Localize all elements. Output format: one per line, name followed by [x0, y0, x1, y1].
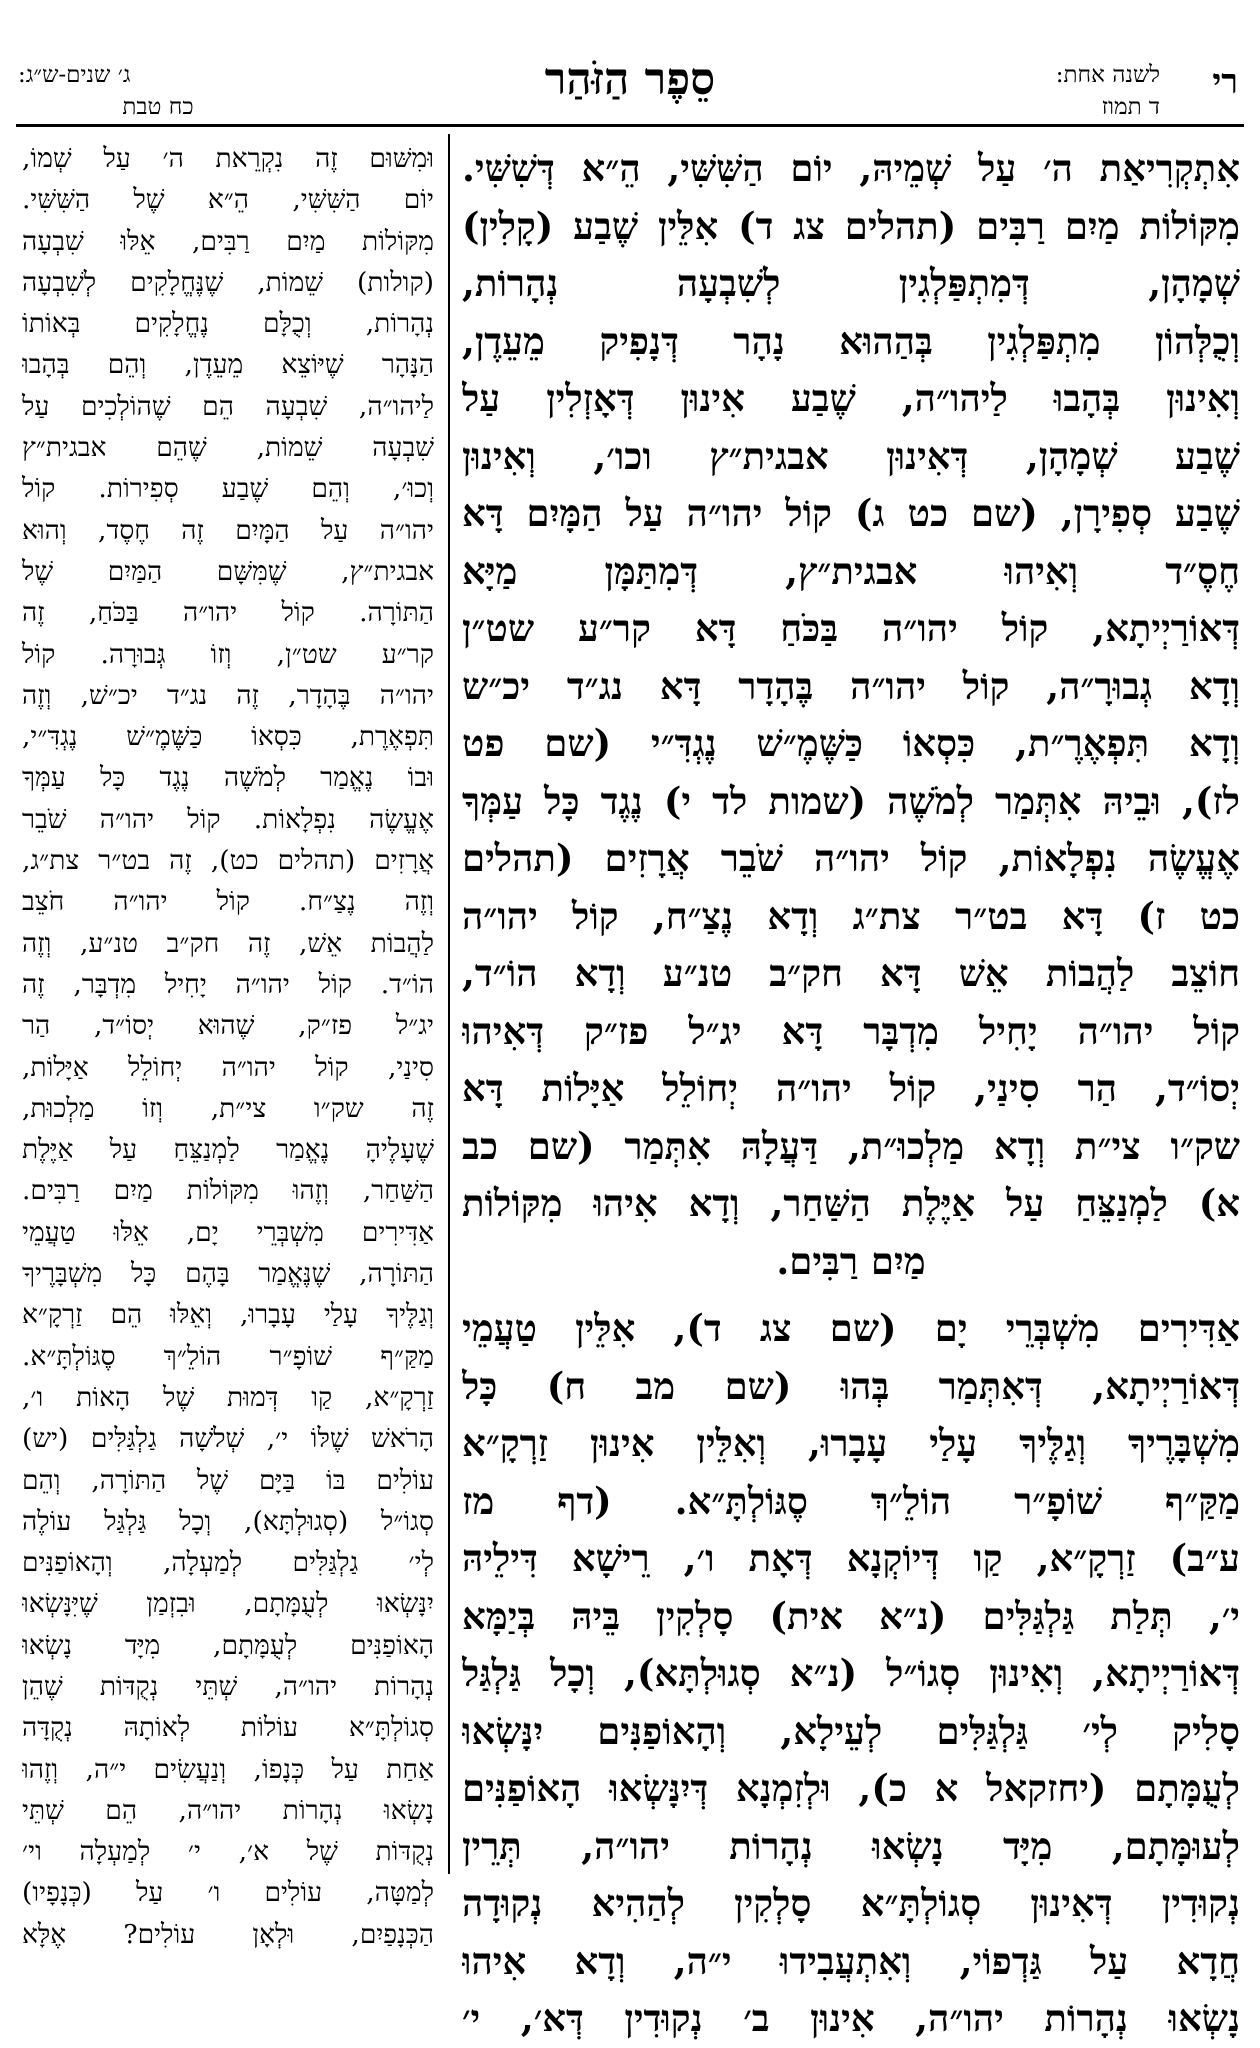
main-line: שֶׁבַע שְׁמָהָן, דְּאִינוּן אבגית״ץ וכו׳, וְאִינוּן	[462, 433, 1240, 478]
side-line: הַשַּׁחַר, וְזֶהוּ מִקּוֹלוֹת מַיִם רַבִּים.	[22, 1175, 434, 1207]
study-date-one-year: ד תמוז	[1101, 94, 1160, 120]
study-date-three-years: כח טבת	[122, 94, 194, 120]
main-line: קוֹל יהו״ה יָחִיל מִדְבָּר דָּא יג״ל פז״ק דְּאִיהוּ	[462, 1008, 1240, 1053]
main-line: לְעֻמָּתָם (יחזקאל א כ), וּלְזִמְנָא דְּיִנָּשְׂאוּ הָאוֹפַנִּים	[462, 1766, 1240, 1810]
side-line: וְגַלֶּיךָ עָלַי עָבָרוּ, וְאֵלּוּ הֵם זַרְקָ״א	[22, 1299, 434, 1331]
main-line: סָלִיק לְי׳ גַּלְגַּלִּים לְעֵילָא, וְהָאוֹפַנִּים יִנָּשְׂאוּ	[462, 1708, 1240, 1753]
side-line: תִּפְאֶרֶת, כִּסְאוֹ כַּשֶּׁמֶ״שׁ נֶגְדִּ״י,	[22, 721, 434, 753]
side-line: נְהָרוֹת, וְכֻלָּם נֶחֱלָקִים בְּאוֹתוֹ	[22, 308, 434, 340]
main-line: אַדִּירִים מִשְׁבְּרֵי יָם (שם צג ד), אִלֵּין טַעֲמֵי	[462, 1306, 1240, 1350]
side-line: לְמַטָּה, עוֹלִים ו׳ עַל (כְּנָפָיו)	[22, 1877, 434, 1909]
main-line: חֶסֶ״ד וְאִיהוּ אבגית״ץ, דְּמִתַּמָּן מַיָּא	[462, 548, 1240, 593]
main-line: אִתְקְרִיאַת ה׳ עַל שְׁמֵיהּ, יוֹם הַשִּׁשִּׁי, הֵ״א דְּשִׁשִּׁי.	[462, 146, 1240, 190]
main-line: שק״ו צי״ת וְדָא מַלְכוּ״ת, דַּעֲלָהּ אִתְּמַר (שם כב	[462, 1123, 1240, 1168]
page-number: רי	[1212, 62, 1238, 102]
main-line: י׳, תְּלַת גַּלְגַּלִּים (נ״א אית) סָלְקִין בֵּיהּ בְּיַמָּא	[462, 1593, 1240, 1638]
side-line: יג״ל פז״ק, שֶׁהוּא יְסוֹ״ד, הַר	[22, 1010, 434, 1042]
main-line: ע״ב) זַרְקָ״א, קַו דְּיוֹקְנָא דְּאָת ו׳, רֵישָׁא דִּילֵיהּ	[462, 1536, 1240, 1580]
side-line: הַנָּהָר שֶׁיּוֹצֵא מֵעֵדֶן, וְהֵם בְּהָבוּ	[22, 349, 434, 381]
main-line: וְכֻלְּהוֹן מִתְפַּלְגִין בְּהַהוּא נָהָר דְּנָפִיק מֵעֵדֶן,	[462, 318, 1240, 363]
main-line: מִשְׁבָּרֶיךָ וְגַלֶּיךָ עָלַי עָבָרוּ, וְאִלֵּין אִינוּן זַרְקָ״א	[462, 1421, 1240, 1465]
main-line: דְּאוֹרַיְיתָא, דְּאִתְּמַר בְּהוּ (שם מב ח) כָּל	[462, 1363, 1240, 1408]
side-line: וְכוּ׳, וְהֵם שֶׁבַע סְפִירוֹת. קוֹל	[22, 473, 434, 505]
side-line: זַרְקָ״א, קַו דְּמוּת שֶׁל הָאוֹת ו׳,	[22, 1381, 434, 1413]
study-schedule-three-years: ג׳ שנים-ש״ג:	[18, 62, 131, 88]
side-line: הָרֹאשׁ שֶׁלּוֹ י׳, שְׁלֹשָׁה גַלְגַּלִּים (יש)	[22, 1423, 434, 1455]
main-line: מִקּוֹלוֹת מַיִם רַבִּים (תהלים צג ד) אִלֵּין שֶׁבַע (קָלִין)	[462, 203, 1240, 248]
side-line: זֶה שק״ו צי״ת, וְזוֹ מַלְכוּת,	[22, 1092, 434, 1124]
side-line: לַיהו״ה, שִׁבְעָה הֵם שֶׁהוֹלְכִים עַל	[22, 390, 434, 422]
side-line: (קולות) שֵׁמוֹת, שֶׁנֶּחֱלָקִים לְשִׁבְעָה	[22, 266, 434, 298]
main-line: יְסוֹ״ד, הַר סִינַי, קוֹל יהו״ה יְחוֹלֵל אַיָּלוֹת דָּא	[462, 1066, 1240, 1110]
main-line: שֶׁבַע סְפִירָן, (שם כט ג) קוֹל יהו״ה עַל הַמָּיִם דָּא	[462, 491, 1240, 535]
side-line: מִקּוֹלוֹת מַיִם רַבִּים, אֵלּוּ שִׁבְעָה	[22, 225, 434, 257]
page-header	[0, 0, 1260, 120]
side-line: אבגית״ץ, שֶׁמִּשָּׁם הַמַּיִם שֶׁל	[22, 555, 434, 587]
header-divider	[16, 124, 1244, 127]
main-line: דְּאוֹרַיְיתָא, וְאִינוּן סְגוֹ״ל (נ״א סְגוּלְתָּא), וְכָל גַּלְגַּל	[462, 1651, 1240, 1695]
side-line: יִנָּשְׂאוּ לְעֻמָּתָם, וּבִזְמַן שֶׁיִּנָּשְׂאוּ	[22, 1588, 434, 1620]
side-line: אֲרָזִים (תהלים כט), זֶה בט״ר צת״ג,	[22, 845, 434, 877]
side-line: סְגוֹלְתָּ״א עוֹלוֹת לְאוֹתָהּ נְקֻדָּה	[22, 1712, 434, 1744]
main-line: לְעוּמָּתָם, מִיָּד נָשְׂאוּ נְהָרוֹת יהו״ה, תְּרֵין	[462, 1823, 1240, 1868]
main-line: נָשְׂאוּ נְהָרוֹת יהו״ה, אִינוּן ב׳ נְקוּדִין דְּא׳, י׳	[462, 1996, 1240, 2040]
side-line: סִינַי, קוֹל יהו״ה יְחוֹלֵל אַיָּלוֹת,	[22, 1051, 434, 1083]
main-line: חֲדָא עַל גַּדְפוֹי, וְאִתְעֲבִידוּ י״ה, וְדָא אִיהוּ	[462, 1938, 1240, 1983]
side-line: נְקֻדּוֹת שֶׁל א׳, י׳ לְמַעְלָה וי׳	[22, 1836, 434, 1868]
side-line: יוֹם הַשִּׁשִּׁי, הֵ״א שֶׁל הַשִּׁשִּׁי.	[22, 184, 434, 216]
main-line: מַיִם רַבִּים.	[776, 1238, 926, 1283]
side-line: מַקַּ״ף שׁוֹפָ״ר הוֹלֵ״ךְ סֶגּוֹלְתָּ״א.	[22, 1340, 434, 1372]
main-line: לז), וּבֵיהּ אִתְּמַר לְמֹשֶׁה (שמות לד י) נֶגֶד כָּל עַמְּךָ	[462, 778, 1240, 823]
side-line: עוֹלִים בּוֹ בַּיָּם שֶׁל הַתּוֹרָה, וְהֵם	[22, 1464, 434, 1496]
side-line: וְזֶה נֶצַ״ח. קוֹל יהו״ה חֹצֵב	[22, 886, 434, 918]
main-line: נְקוּדִין דְּאִינוּן סְגוֹלְתָּ״א סָלְקִין לְהַהִיא נְקוּדָה	[462, 1881, 1240, 1925]
side-line: הָאוֹפַנִּים לְעֻמָּתָם, מִיָּד נָשְׂאוּ	[22, 1629, 434, 1661]
main-line: חוֹצֵב לַהֲבוֹת אֵשׁ דָּא חק״ב טנ״ע וְדָא הוֹ״ד,	[462, 951, 1240, 995]
side-line: קר״ע שט״ן, וְזוֹ גְּבוּרָה. קוֹל	[22, 638, 434, 670]
side-line: סְגוֹ״ל (סְגוּלְתָּא), וְכָל גַּלְגַּל עוֹלֶה	[22, 1505, 434, 1537]
side-line: לַהֲבוֹת אֵשׁ, זֶה חק״ב טנ״ע, וְזֶה	[22, 927, 434, 959]
side-line: אַחַת עַל כְּנָפוֹ, וְנַעֲשִׂים י״ה, וְזֶהוּ	[22, 1753, 434, 1785]
main-line: דְּאוֹרַיְיתָא, קוֹל יהו״ה בַּכֹּחַ דָּא קר״ע שט״ן	[462, 606, 1240, 650]
side-line: וּמִשּׁוּם זֶה נִקְרֵאת ה׳ עַל שְׁמוֹ,	[22, 143, 434, 174]
main-line: שְׁמָהָן, דְּמִתְפַּלְגִין לְשִׁבְעָה נְהָרוֹת,	[462, 261, 1240, 305]
side-line: לְי׳ גַלְגַּלִּים לְמַעְלָה, וְהָאוֹפַנִּים	[22, 1547, 434, 1579]
side-line: נְהָרוֹת יהו״ה, שְׁתֵּי נְקֻדּוֹת שֶׁהֵן	[22, 1670, 434, 1702]
column-divider	[448, 134, 450, 1874]
side-line: נָשְׂאוּ נְהָרוֹת יהו״ה, הֵם שְׁתֵּי	[22, 1794, 434, 1826]
side-line: הַתּוֹרָה, שֶׁנֶּאֱמַר בָּהֶם כָּל מִשְׁבָּרֶיךָ	[22, 1258, 434, 1290]
side-line: שֶׁעָלֶיהָ נֶאֱמַר לַמְנַצֵּחַ עַל אַיֶּלֶת	[22, 1134, 434, 1166]
main-line: כט ז) דָּא בט״ר צת״ג וְדָא נֶצַ״ח, קוֹל יהו״ה	[462, 893, 1240, 938]
main-line: א) לַמְנַצֵּחַ עַל אַיֶּלֶת הַשַּׁחַר, וְדָא אִיהוּ מִקּוֹלוֹת	[462, 1181, 1240, 1225]
main-line: וְאִינוּן בְּהָבוּ לַיהו״ה, שֶׁבַע אִינוּן דְּאָזְלִין עַל	[462, 376, 1240, 420]
main-line: וְדָא תִּפְאֶרֶ״ת, כִּסְאוֹ כַּשֶּׁמֶ״שׁ נֶגְדִּ״י (שם פט	[462, 721, 1240, 765]
side-line: אֶעֱשֶׂה נִפְלָאוֹת. קוֹל יהו״ה שֹׁבֵר	[22, 803, 434, 835]
side-line: שִׁבְעָה שֵׁמוֹת, שֶׁהֵם אבגית״ץ	[22, 432, 434, 464]
study-schedule-one-year: לשנה אחת:	[1055, 62, 1160, 88]
side-line: הוֹ״ד. קוֹל יהו״ה יָחִיל מִדְבָּר, זֶה	[22, 968, 434, 1000]
translation-column	[22, 138, 434, 1950]
paragraph-gap	[462, 1290, 1240, 1300]
side-line: יהו״ה בֶּהָדָר, זֶה נג״ד יכ״שׁ, וְזֶה	[22, 679, 434, 711]
side-line: הַכְּנָפַיִם, וּלְאָן עוֹלִים? אֶלָּא	[22, 1918, 434, 1950]
side-line: וּבוֹ נֶאֱמַר לְמֹשֶׁה נֶגֶד כָּל עַמְּךָ	[22, 762, 434, 794]
book-title: סֵפֶר הַזֹּהַר	[544, 54, 716, 105]
main-line: מַקַּ״ף שׁוֹפָ״ר הוֹלֵ״ךְ סֶגּוֹלְתָּ״א. (דף מז	[462, 1478, 1240, 1523]
side-line: אַדִּירִים מִשְׁבְּרֵי יָם, אֵלּוּ טַעֲמֵי	[22, 1216, 434, 1248]
main-line: וְדָא גְבוּרָ״ה, קוֹל יהו״ה בֶּהָדָר דָּא נג״ד יכ״ש	[462, 663, 1240, 708]
side-line: יהו״ה עַל הַמָּיִם זֶה חֶסֶד, וְהוּא	[22, 514, 434, 546]
side-line: הַתּוֹרָה. קוֹל יהו״ה בַּכֹּחַ, זֶה	[22, 597, 434, 629]
main-line: אֶעֱשֶׂה נִפְלָאוֹת, קוֹל יהו״ה שֹׁבֵר אֲרָזִים (תהלים	[462, 836, 1240, 880]
main-text-column	[462, 140, 1240, 2040]
